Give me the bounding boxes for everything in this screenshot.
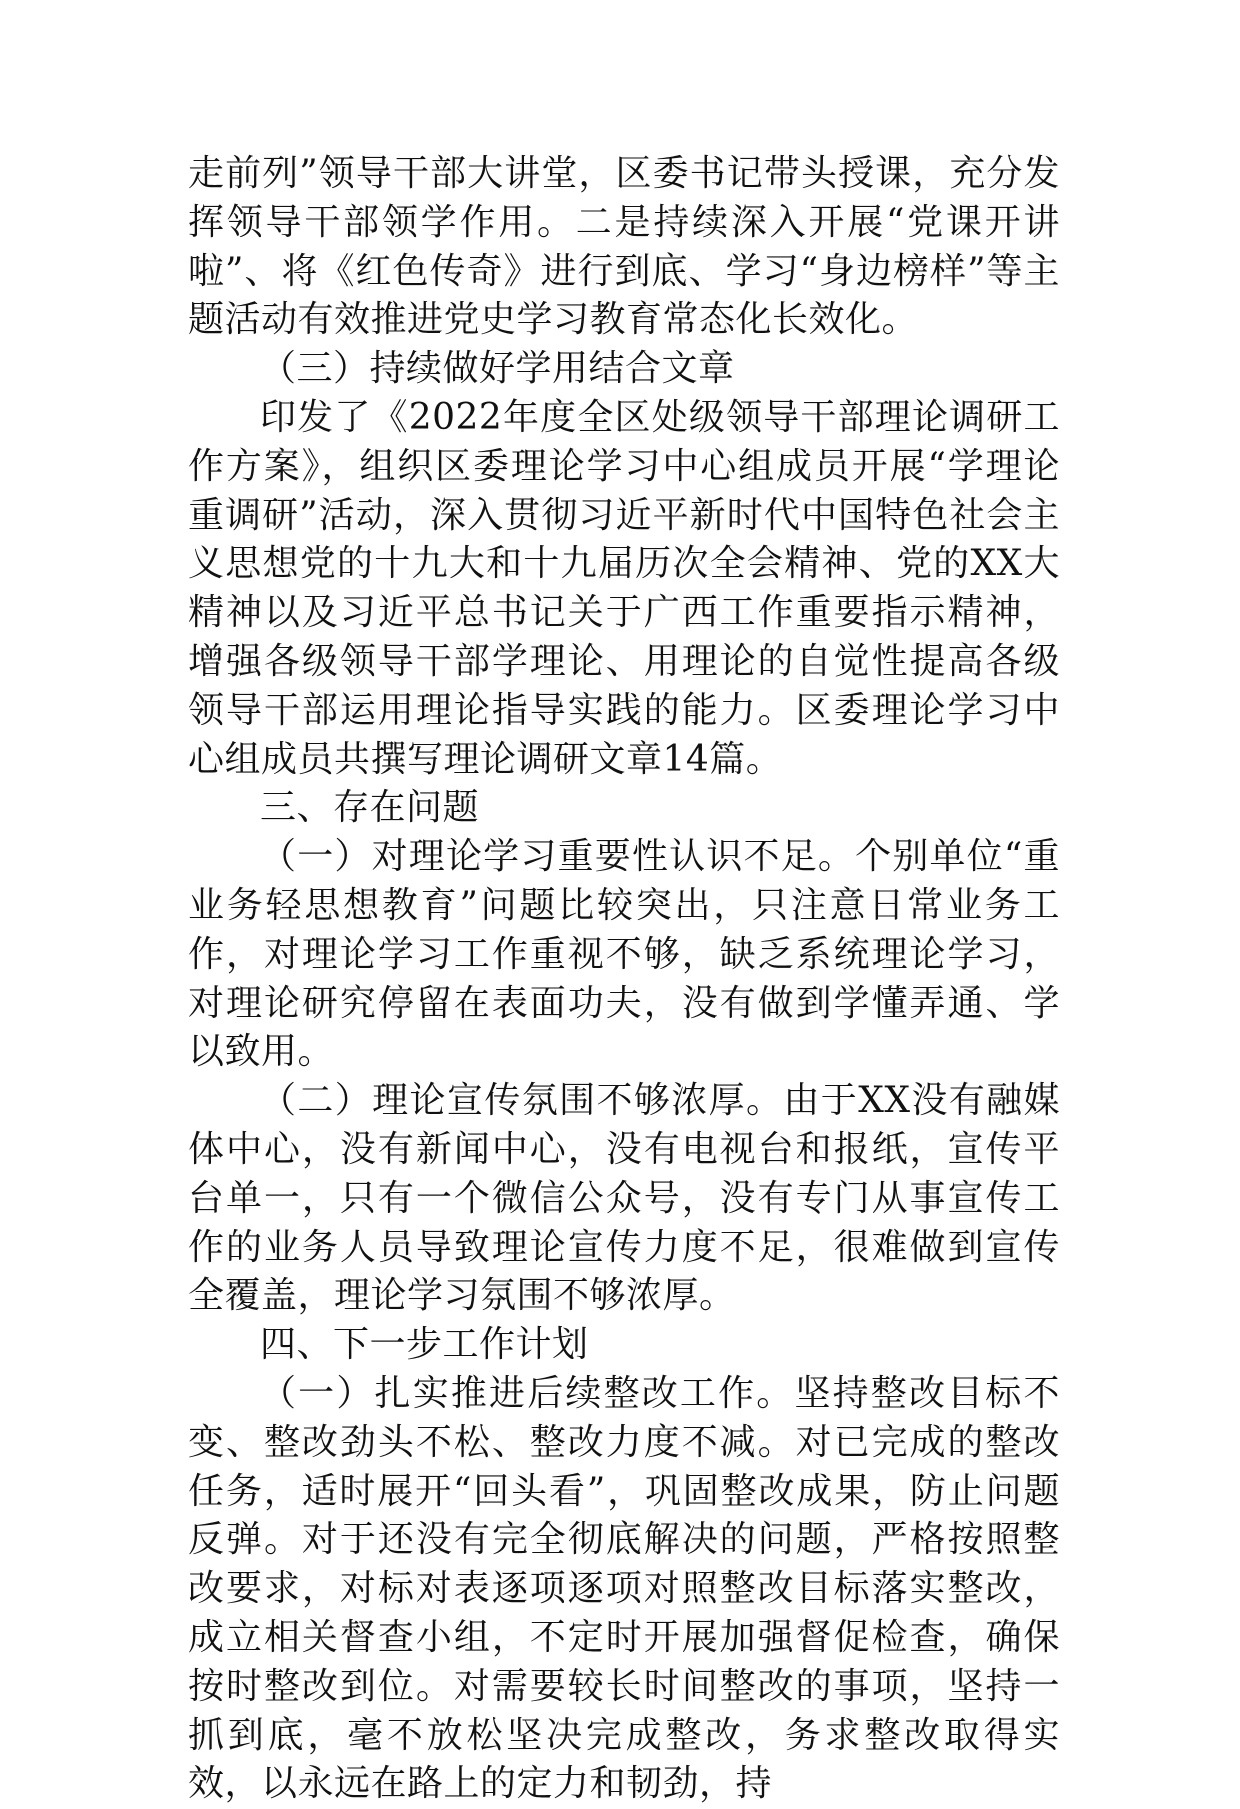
paragraph-research-plan: 印发了《2022年度全区处级领导干部理论调研工作方案》，组织区委理论学习中心组成员开展“学理论重调研”活动，深入贯彻习近平新时代中国特色社会主义思想党的十九大和十九届历次全会精神、党的XX大精神以及习近平总书记关于广西工作重要指示精神，增强各级领导干部学理论、用理论的自觉性提高各级领导干部运用理论指导实践的能力。区委理论学习中心组成员共撰写理论调研文章14篇。 bbox=[188, 396, 1060, 780]
document-page bbox=[188, 150, 1060, 1809]
paragraph-problem-awareness: （一）对理论学习重要性认识不足。个别单位“重业务轻思想教育”问题比较突出，只注意日常业务工作，对理论学习工作重视不够，缺乏系统理论学习，对理论研究停留在表面功夫，没有做到学懂弄通、学以致用。 bbox=[188, 836, 1060, 1073]
paragraph-continuation: 走前列”领导干部大讲堂，区委书记带头授课，充分发挥领导干部领学作用。二是持续深入开展“党课开讲啦”、将《红色传奇》进行到底、学习“身边榜样”等主题活动有效推进党史学习教育常态化长效化。 bbox=[188, 153, 1060, 341]
section-heading-apply-learning: （三）持续做好学用结合文章 bbox=[260, 348, 735, 390]
paragraph-rectification: （一）扎实推进后续整改工作。坚持整改目标不变、整改劲头不松、整改力度不减。对已完成的整改任务，适时展开“回头看”，巩固整改成果，防止问题反弹。对于还没有完全彻底解决的问题，严格按照整改要求，对标对表逐项逐项对照整改目标落实整改，成立相关督查小组，不定时开展加强督促检查，确保按时整改到位。对需要较长时间整改的事项，坚持一抓到底，毫不放松坚决完成整改，务求整改取得实效，以永远在路上的定力和韧劲，持 bbox=[188, 1372, 1060, 1805]
paragraph-problem-publicity: （二）理论宣传氛围不够浓厚。由于XX没有融媒体中心，没有新闻中心，没有电视台和报纸，宣传平台单一，只有一个微信公众号，没有专门从事宣传工作的业务人员导致理论宣传力度不足，很难做到宣传全覆盖，理论学习氛围不够浓厚。 bbox=[188, 1080, 1060, 1317]
section-heading-next-steps: 四、下一步工作计划 bbox=[260, 1324, 589, 1366]
section-heading-problems: 三、存在问题 bbox=[260, 787, 480, 829]
